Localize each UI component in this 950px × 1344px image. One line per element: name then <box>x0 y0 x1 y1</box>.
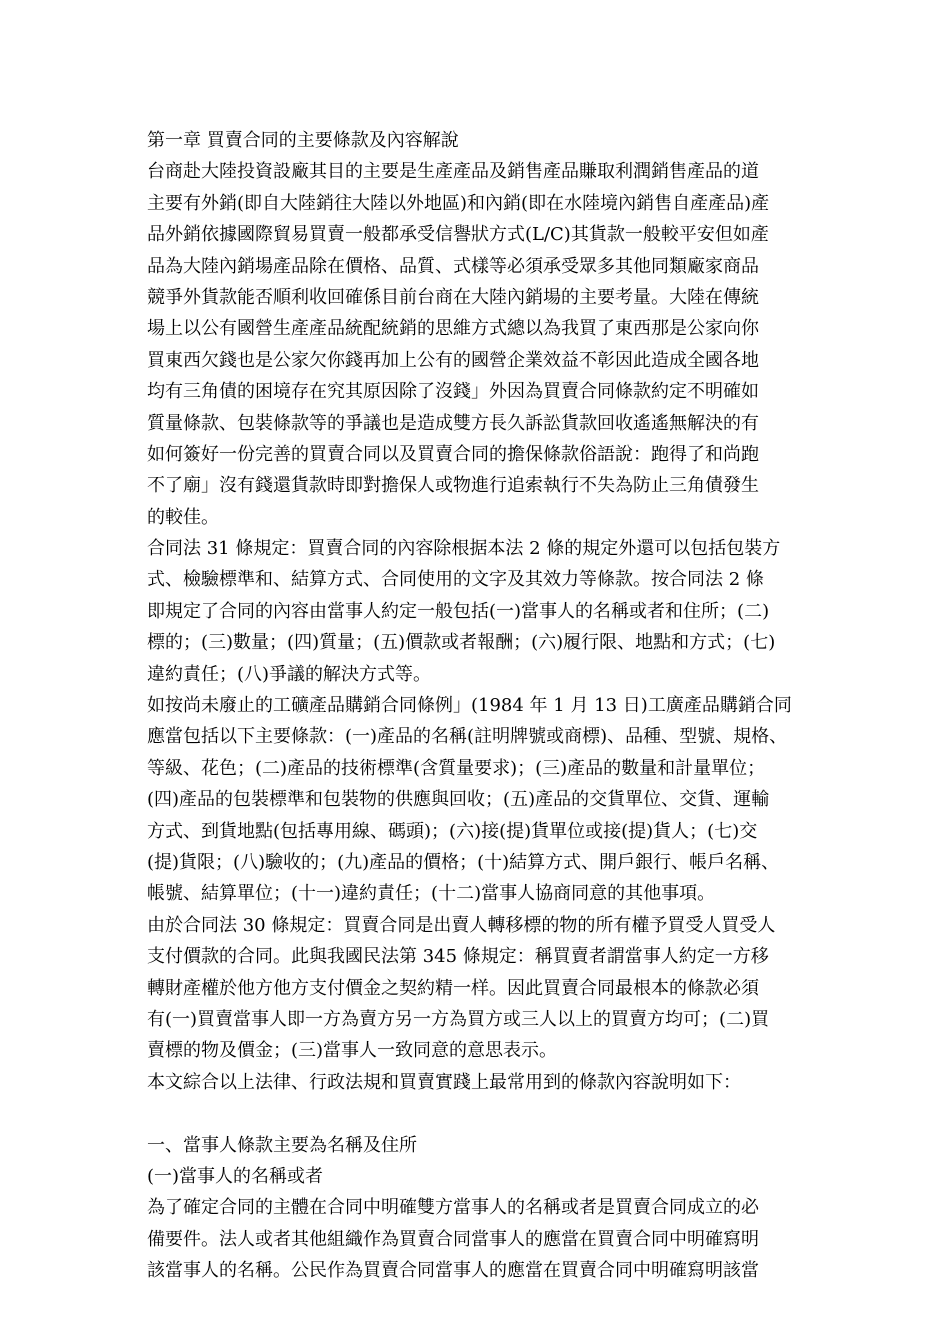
paragraph-line: 競爭外貨款能否順利收回確係目前台商在大陸內銷場的主要考量。大陸在傳統 <box>147 286 759 308</box>
paragraph-line: 品為大陸內銷場產品除在價格、品質、式樣等必須承受眾多其他同類廠家商品 <box>147 255 759 277</box>
paragraph-line: 的較佳。 <box>147 506 219 528</box>
document-page <box>147 125 827 1286</box>
paragraph-line: 標的；(三)數量；(四)質量；(五)價款或者報酬；(六)履行限、地點和方式；(七) <box>147 632 776 654</box>
paragraph-line: (四)產品的包裝標準和包裝物的供應與回收；(五)產品的交貨單位、交貨、運輸 <box>147 789 770 811</box>
paragraph-line: 質量條款、包裝條款等的爭議也是造成雙方長久訴訟貨款回收遙遙無解決的有 <box>147 412 759 434</box>
paragraph-line: 主要有外銷(即自大陸銷往大陸以外地區)和內銷(即在水陸境內銷售自產產品)產 <box>147 192 770 214</box>
subsection-heading: (一)當事人的名稱或者 <box>147 1165 324 1187</box>
paragraph-line: 由於合同法 30 條規定：買賣合同是出賣人轉移標的物的所有權予買受人買受人 <box>147 914 776 936</box>
paragraph-line: 台商赴大陸投資設廠其目的主要是生產產品及銷售產品賺取利潤銷售產品的道 <box>147 161 759 183</box>
paragraph-line: 品外銷依據國際貿易買賣一般都承受信譽狀方式(L/C)其貨款一般較平安但如產 <box>147 224 769 246</box>
paragraph-line: 該當事人的名稱。公民作為買賣合同當事人的應當在買賣合同中明確寫明該當 <box>147 1260 759 1282</box>
paragraph-line: 帳號、結算單位；(十一)違約責任；(十二)當事人協商同意的其他事項。 <box>147 883 716 905</box>
paragraph-line: 不了廟」沒有錢還貨款時即對擔保人或物進行追索執行不失為防止三角債發生 <box>147 475 759 497</box>
paragraph-line: 違約責任；(八)爭議的解決方式等。 <box>147 663 432 685</box>
paragraph-line: 如何簽好一份完善的買賣合同以及買賣合同的擔保條款俗語說：跑得了和尚跑 <box>147 443 759 465</box>
paragraph-line: 應當包括以下主要條款：(一)產品的名稱(註明牌號或商標)、品種、型號、規格、 <box>147 726 788 748</box>
paragraph-line: 場上以公有國營生產產品統配統銷的思維方式總以為我買了東西那是公家向你 <box>147 318 759 340</box>
section-heading: 一、當事人條款主要為名稱及住所 <box>147 1134 417 1156</box>
paragraph-line: 賣標的物及價金；(三)當事人一致同意的意思表示。 <box>147 1040 558 1062</box>
paragraph-line: 方式、到貨地點(包括專用線、碼頭)；(六)接(提)貨單位或接(提)貨人；(七)交 <box>147 820 758 842</box>
paragraph-line: 如按尚未廢止的工礦產品購銷合同條例」(1984 年 1 月 13 日)工廣產品購銷合同 <box>147 695 792 717</box>
paragraph-line: 式、檢驗標準和、結算方式、合同使用的文字及其效力等條款。按合同法 2 條 <box>147 569 764 591</box>
paragraph-line: 備要件。法人或者其他組織作為買賣合同當事人的應當在買賣合同中明確寫明 <box>147 1228 759 1250</box>
paragraph-line: 本文綜合以上法律、行政法規和買賣實踐上最常用到的條款內容說明如下： <box>147 1071 741 1093</box>
paragraph-line: 轉財產權於他方他方支付價金之契約精一样。因此買賣合同最根本的條款必須 <box>147 977 759 999</box>
paragraph-line: 為了確定合同的主體在合同中明確雙方當事人的名稱或者是買賣合同成立的必 <box>147 1197 759 1219</box>
paragraph-line: 均有三角債的困境存在究其原因除了沒錢」外因為買賣合同條款約定不明確如 <box>147 381 759 403</box>
paragraph-line: 買東西欠錢也是公家欠你錢再加上公有的國營企業效益不彰因此造成全國各地 <box>147 349 759 371</box>
paragraph-line: 有(一)買賣當事人即一方為賣方另一方為買方或三人以上的買賣方均可；(二)買 <box>147 1008 770 1030</box>
paragraph-line: 等級、花色；(二)產品的技術標準(含質量要求)；(三)產品的數量和計量單位； <box>147 757 766 779</box>
paragraph-line: 支付價款的合同。此與我國民法第 345 條規定：稱買賣者謂當事人約定一方移 <box>147 946 769 968</box>
paragraph-line: (提)貨限；(八)驗收的；(九)產品的價格；(十)結算方式、開戶銀行、帳戶名稱、 <box>147 851 780 873</box>
blank-line <box>147 1098 827 1129</box>
paragraph-line: 合同法 31 條規定：買賣合同的內容除根据本法 2 條的規定外還可以包括包裝方 <box>147 538 781 560</box>
paragraph-line: 即規定了合同的內容由當事人約定一般包括(一)當事人的名稱或者和住所；(二) <box>147 600 770 622</box>
chapter-title: 第一章 買賣合同的主要條款及內容解說 <box>147 130 459 151</box>
